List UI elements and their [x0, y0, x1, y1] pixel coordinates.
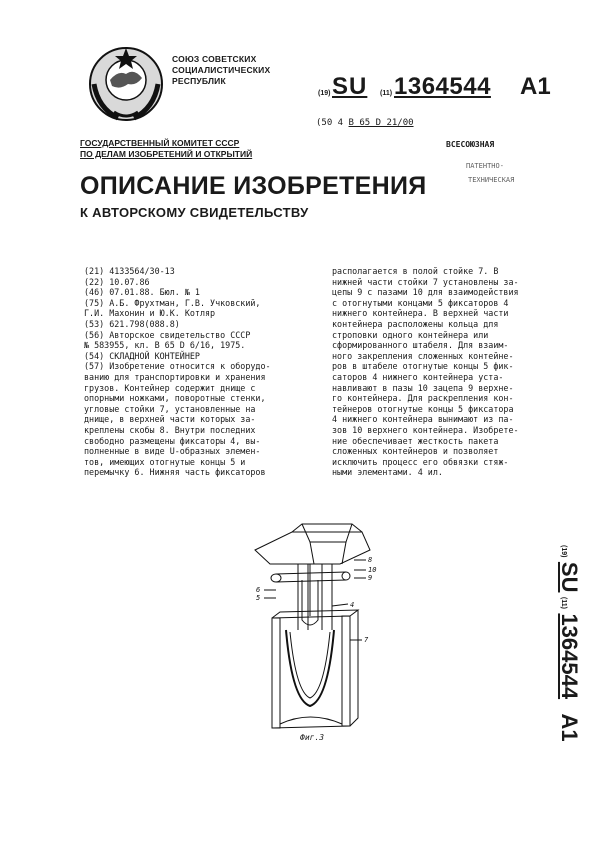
text-line: 4 нижнего контейнера вынимают из па-	[332, 414, 514, 425]
text-line: свободно размещены фиксаторы 4, вы-	[84, 435, 261, 446]
committee-line: ГОСУДАРСТВЕННЫЙ КОМИТЕТ СССР	[80, 138, 240, 148]
text-line: (75) А.Б. Фрухтман, Г.В. Учковский,	[84, 297, 261, 308]
patent-number: 1364544	[394, 73, 491, 100]
side-patent-label	[548, 545, 588, 742]
union-name-line: РЕСПУБЛИК	[172, 76, 226, 86]
text-line: (22) 10.07.86	[84, 276, 150, 287]
text-line: сформированного штабеля. Для взаим-	[332, 340, 509, 351]
text-line: навливают в пазы 10 зацепа 9 верхне-	[332, 382, 514, 393]
figure-label: 10	[368, 566, 377, 574]
text-line: угловые стойки 7, установленные на	[84, 403, 256, 414]
ipc-classification	[316, 118, 414, 128]
text-line: располагается в полой стойке 7. В	[332, 266, 499, 276]
union-name-line: СОЮЗ СОВЕТСКИХ	[172, 54, 257, 64]
text-line: днище, в верхней части которых за-	[84, 414, 256, 425]
text-line: строповки одного контейнера или	[332, 329, 489, 340]
text-line: № 583955, кл. B 65 D 6/16, 1975.	[84, 340, 246, 351]
text-line: (21) 4133564/30-13	[84, 266, 175, 276]
stamp-line: ПАТЕНТНО-	[466, 162, 504, 170]
text-line: нижнего контейнера. В верхней части	[332, 308, 509, 319]
kind-code: A1	[520, 73, 551, 100]
abstract-column	[332, 266, 554, 478]
side-country-code-label: (19)	[560, 545, 567, 558]
committee-line: ПО ДЕЛАМ ИЗОБРЕТЕНИЙ И ОТКРЫТИЙ	[80, 149, 253, 159]
text-line: ров в штабеле отогнутые концы 5 фик-	[332, 361, 514, 372]
document-title: ОПИСАНИЕ ИЗОБРЕТЕНИЯ	[80, 172, 427, 200]
figure-label: 8	[368, 556, 373, 564]
country-code: SU	[332, 73, 368, 100]
text-line: (56) Авторское свидетельство СССР	[84, 329, 251, 340]
lower-container-outline	[272, 616, 350, 728]
country-code-label: (19)	[318, 90, 331, 97]
text-line: нижней части стойки 7 установлены за-	[332, 276, 519, 287]
text-line: саторов 4 нижнего контейнера уста-	[332, 371, 504, 382]
text-line: ными элементами. 4 ил.	[332, 467, 443, 478]
bibliographic-column	[84, 266, 306, 478]
side-country-code: SU	[557, 561, 582, 593]
text-line: (57) Изобретение относится к оборудо-	[84, 361, 271, 372]
figure-label: 5	[256, 594, 261, 602]
text-line: креплены скобы 8. Внутри последних	[84, 424, 256, 435]
number-code-label: (11)	[380, 90, 393, 97]
ipc-value: B 65 D 21/00	[348, 118, 414, 128]
text-line: ние обеспечивает жесткость пакета	[332, 435, 499, 446]
document-subtitle: К АВТОРСКОМУ СВИДЕТЕЛЬСТВУ	[80, 205, 309, 220]
text-line: полненные в виде U-образных элемен-	[84, 446, 261, 457]
stamp-line: ВСЕСОЮЗНАЯ	[446, 140, 495, 149]
text-line: Г.И. Махонин и Ю.К. Котляр	[84, 308, 216, 319]
text-line: зов 10 верхнего контейнера. Изобрете-	[332, 424, 519, 435]
union-name-line: СОЦИАЛИСТИЧЕСКИХ	[172, 65, 271, 75]
text-line: опорными ножками, поворотные стенки,	[84, 393, 266, 404]
text-line: контейнера расположены кольца для	[332, 318, 499, 329]
container-drawing	[250, 520, 380, 745]
text-line: го контейнера. Для раскрепления кон-	[332, 393, 514, 404]
figure-label: 9	[368, 574, 373, 582]
text-line: (53) 621.798(088.8)	[84, 318, 180, 329]
text-line: тов, имеющих отогнутые концы 5 и	[84, 456, 246, 467]
figure-label: 6	[256, 586, 261, 594]
figure-label: 7	[364, 636, 369, 644]
union-name	[172, 54, 270, 87]
text-line: ного закрепления сложенных контейне-	[332, 350, 514, 361]
committee-name	[80, 138, 252, 160]
text-line: (46) 07.01.88. Бюл. № 1	[84, 287, 200, 298]
text-line: ванию для транспортировки и хранения	[84, 371, 266, 382]
figure-caption: Фиг.3	[300, 733, 325, 742]
side-number-code-label: (11)	[560, 596, 567, 609]
hopper-outline	[255, 532, 373, 564]
text-line: сложенных контейнеров и позволяет	[332, 446, 499, 457]
text-line: перемычку 6. Нижняя часть фиксаторов	[84, 467, 266, 478]
ussr-emblem	[84, 42, 168, 126]
library-stamp	[426, 138, 556, 198]
ipc-code-label: (50 4	[316, 118, 344, 128]
text-line: тейнеров отогнутые концы 5 фиксатора	[332, 403, 514, 414]
text-line: грузов. Контейнер содержит днище с	[84, 382, 256, 393]
text-line: с отогнутыми концами 5 фиксаторов 4	[332, 297, 509, 308]
figure-label: 4	[350, 601, 355, 609]
patent-number-line	[318, 73, 558, 101]
side-patent-number: 1364544	[557, 613, 582, 700]
text-line: (54) СКЛАДНОЙ КОНТЕЙНЕР	[84, 350, 200, 361]
text-line: цепы 9 с пазами 10 для взаимодействия	[332, 287, 519, 298]
stamp-line: ТЕХНИЧЕСКАЯ	[468, 176, 515, 184]
side-kind-code: A1	[557, 713, 582, 742]
text-line: исключить процесс его обвязки стяж-	[332, 456, 509, 467]
